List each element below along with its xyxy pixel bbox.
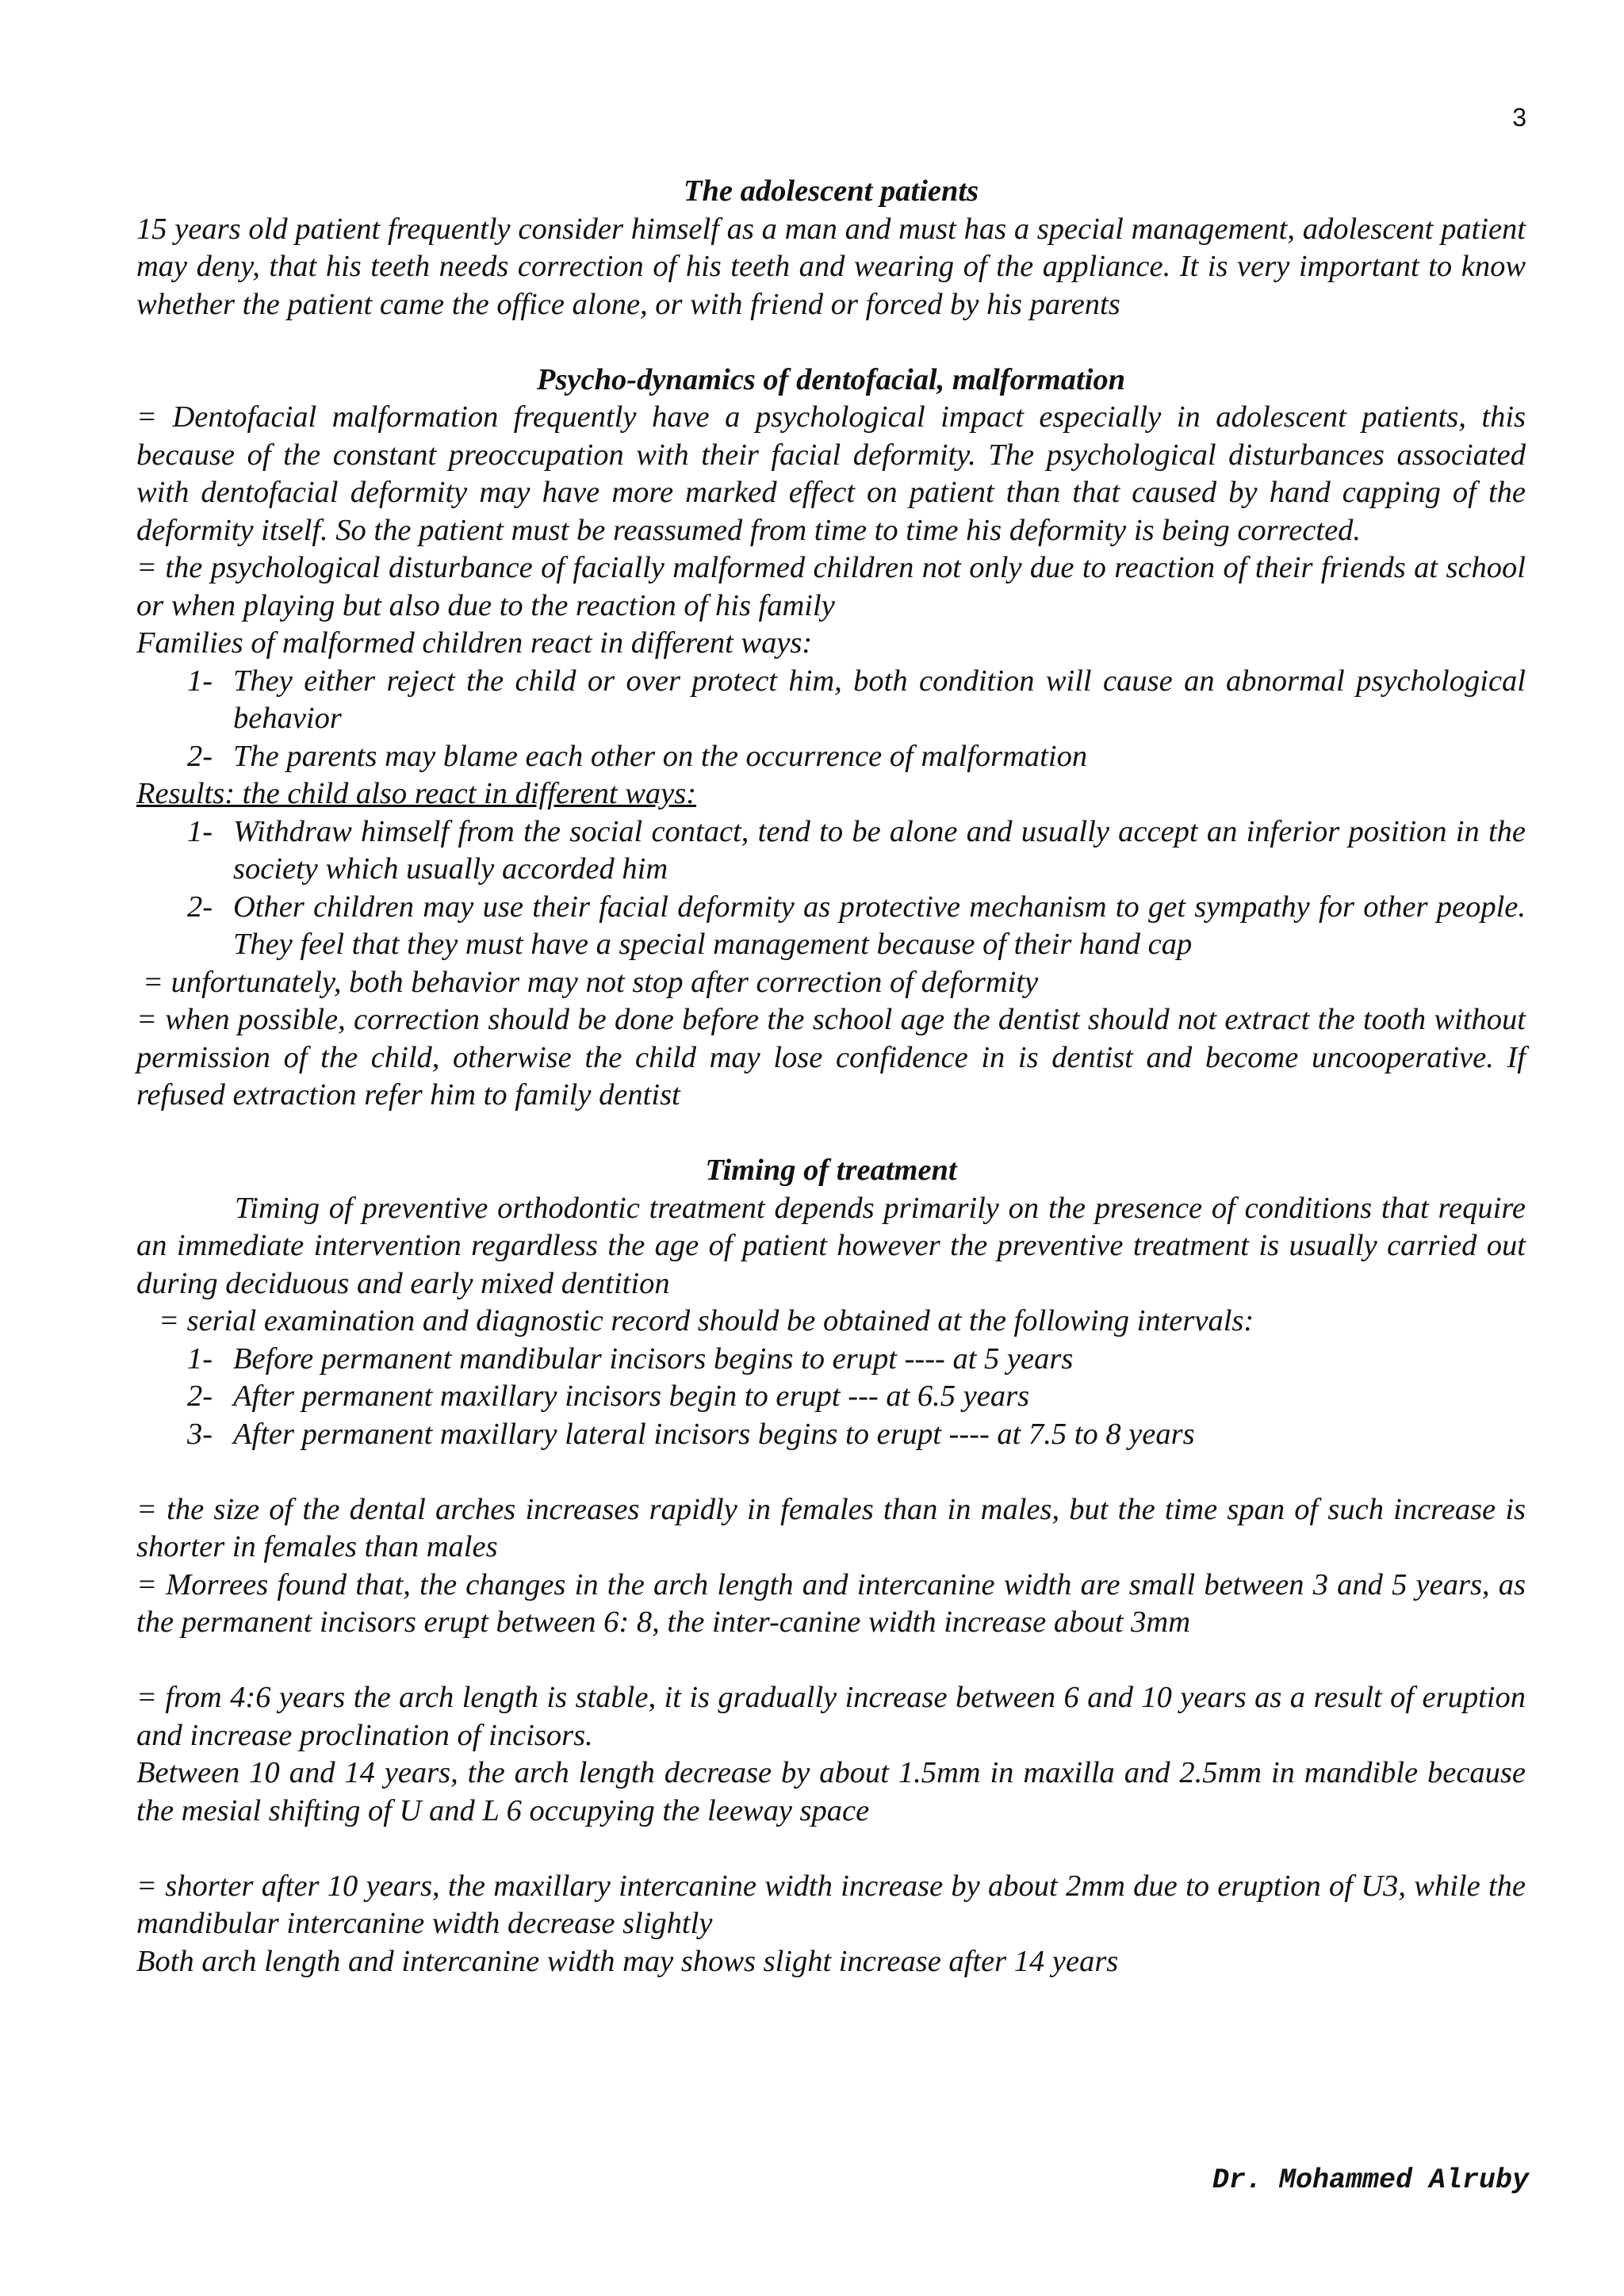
heading-adolescent-patients: The adolescent patients [683,174,979,208]
paragraph: 15 years old patient frequently consider himself as a man and must has a special management, adolescent patient may deny, that his teeth needs correction of his teeth and wearing of the appliance. It is very important to know whether the patient came the office alone, or with friend or forced by his parents [136,212,1526,321]
paragraph: Families of malformed children react in different ways: [136,626,813,660]
list-item-text: Other children may use their facial deformity as protective mechanism to get sympathy for other people. They feel that they must have a special management because of their hand cap [233,890,1526,961]
spacer [136,1642,1526,1680]
paragraph: Between 10 and 14 years, the arch length decrease by about 1.5mm in maxilla and 2.5mm in mandible because the mesial shifting of U and L 6 occupying the leeway space [136,1756,1526,1827]
family-reactions-list [136,663,1526,776]
list-number: 1- [187,814,213,848]
list-item [187,663,1526,738]
intervals-list [136,1341,1526,1454]
list-item-text: After permanent maxillary incisors begin to erupt --- at 6.5 years [233,1380,1030,1413]
list-item-text: The parents may blame each other on the occurrence of malformation [233,739,1088,773]
list-number: 2- [187,890,213,924]
paragraph: Timing of preventive orthodontic treatment depends primarily on the presence of conditions that require an immediate intervention regardless the age of patient however the preventive treatment is usually carried out during deciduous and early mixed dentition [136,1191,1526,1300]
spacer [136,1115,1526,1153]
list-number: 1- [187,1341,213,1376]
paragraph: = the size of the dental arches increases rapidly in females than in males, but the time span of such increase is shorter in females than males [136,1492,1526,1563]
child-reactions-list [136,813,1526,964]
paragraph: = unfortunately, both behavior may not stop after correction of deformity [143,965,1039,999]
list-item [187,1341,1526,1379]
list-item-text: Before permanent mandibular incisors begins to erupt ---- at 5 years [233,1341,1074,1376]
footer-author: Dr. Mohammed Alruby [1212,2164,1529,2196]
spacer [136,323,1526,362]
list-item [187,889,1526,964]
page-content [136,173,1526,1980]
list-item-text: Withdraw himself from the social contact, tend to be alone and usually accept an inferior position in the society which usually accorded him [233,814,1526,886]
paragraph: = Dentofacial malformation frequently have a psychological impact especially in adolescent patients, this because of the constant preoccupation with their facial deformity. The psychological disturbances associated with dentofacial deformity may have more marked effect on patient than that caused by hand capping of the deformity itself. So the patient must be reassumed from time to time his deformity is being corrected. [136,400,1526,547]
page-number: 3 [1512,103,1526,132]
spacer [136,1830,1526,1868]
list-number: 2- [187,1380,213,1413]
list-number: 1- [187,664,213,698]
list-number: 2- [187,739,213,773]
spacer [136,1453,1526,1491]
heading-psycho-dynamics: Psycho-dynamics of dentofacial, malformation [536,362,1126,396]
paragraph: = the psychological disturbance of facially malformed children not only due to reaction of their friends at school or when playing but also due to the reaction of his family [136,551,1526,622]
list-item [187,1416,1526,1454]
paragraph: = Morrees found that, the changes in the arch length and intercanine width are small between 3 and 5 years, as the permanent incisors erupt between 6: 8, the inter-canine width increase about 3mm [136,1567,1526,1639]
paragraph: = shorter after 10 years, the maxillary intercanine width increase by about 2mm due to eruption of U3, while the mandibular intercanine width decrease slightly [136,1869,1526,1940]
paragraph: = serial examination and diagnostic record should be obtained at the following intervals: [159,1304,1254,1337]
list-item [187,813,1526,889]
list-item [187,1378,1526,1416]
paragraph: = when possible, correction should be done before the school age the dentist should not extract the tooth without permission of the child, otherwise the child may lose confidence in is dentist and become uncooperative. If refused extraction refer him to family dentist [136,1003,1526,1112]
list-item [187,738,1526,776]
list-item-text: After permanent maxillary lateral incisors begins to erupt ---- at 7.5 to 8 years [233,1417,1195,1451]
results-label: Results: the child also react in different ways: [136,777,697,810]
paragraph: Both arch length and intercanine width may shows slight increase after 14 years [136,1944,1119,1978]
heading-timing-of-treatment: Timing of treatment [705,1154,957,1187]
paragraph: = from 4:6 years the arch length is stable, it is gradually increase between 6 and 10 years as a result of eruption and increase proclination of incisors. [136,1681,1526,1752]
list-item-text: They either reject the child or over protect him, both condition will cause an abnormal psychological behavior [233,664,1526,735]
list-number: 3- [187,1417,213,1451]
